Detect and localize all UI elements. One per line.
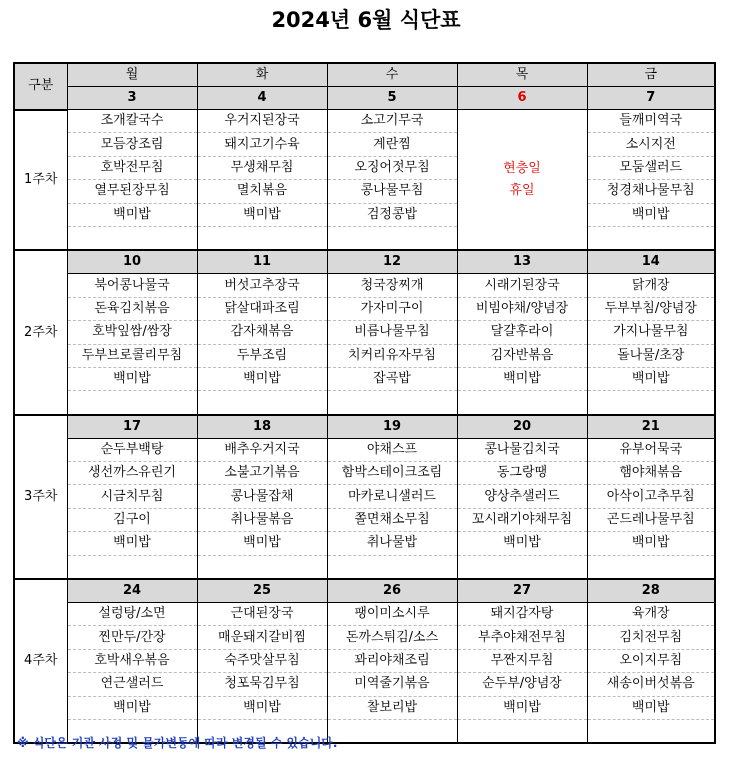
- menu-row: [14, 274, 715, 297]
- menu-item: 돈까스튀김/소스: [327, 626, 457, 649]
- menu-row: [14, 391, 715, 415]
- category-header: 구분: [14, 63, 67, 110]
- menu-item: 육개장: [587, 603, 715, 626]
- date-cell: 3: [67, 87, 197, 110]
- menu-item: 호박새우볶음: [67, 649, 197, 672]
- menu-item: [327, 555, 457, 579]
- week-label: 4주차: [14, 579, 67, 743]
- menu-item: [457, 391, 587, 415]
- menu-item: 모듬장조림: [67, 133, 197, 156]
- menu-item: 비름나물무침: [327, 321, 457, 344]
- header-row-days: [14, 63, 715, 87]
- menu-item: 찰보리밥: [327, 696, 457, 719]
- menu-item: 청경채나물무침: [587, 180, 715, 203]
- menu-item: 백미밥: [67, 203, 197, 226]
- menu-item: 무생채무침: [197, 156, 327, 179]
- menu-item: 곤드레나물무침: [587, 508, 715, 531]
- menu-row: [14, 344, 715, 367]
- menu-item: 시금치무침: [67, 485, 197, 508]
- date-row: [14, 87, 715, 110]
- day-header-2: 수: [327, 63, 457, 87]
- menu-item: 치커리유자무침: [327, 344, 457, 367]
- menu-item: 백미밥: [67, 696, 197, 719]
- menu-item: 콩나물무침: [327, 180, 457, 203]
- menu-row: [14, 110, 715, 133]
- menu-item: 닭개장: [587, 274, 715, 297]
- menu-row: [14, 673, 715, 696]
- menu-row: [14, 649, 715, 672]
- menu-item: 돌나물/초장: [587, 344, 715, 367]
- menu-item: 들깨미역국: [587, 110, 715, 133]
- menu-item: 백미밥: [587, 203, 715, 226]
- menu-row: [14, 156, 715, 179]
- menu-item: 모둠샐러드: [587, 156, 715, 179]
- menu-item: 백미밥: [457, 696, 587, 719]
- date-cell: 19: [327, 415, 457, 439]
- menu-item: [67, 555, 197, 579]
- menu-item: 김자반볶음: [457, 344, 587, 367]
- menu-item: 취나물볶음: [197, 508, 327, 531]
- menu-item: [67, 391, 197, 415]
- menu-item: 순두부/양념장: [457, 673, 587, 696]
- menu-item: 유부어묵국: [587, 438, 715, 461]
- menu-item: 백미밥: [67, 367, 197, 390]
- week-label: 1주차: [14, 110, 67, 251]
- menu-item: 생선까스유린기: [67, 462, 197, 485]
- date-cell: 25: [197, 579, 327, 603]
- menu-row: [14, 133, 715, 156]
- menu-row: [14, 603, 715, 626]
- menu-item: 소고기무국: [327, 110, 457, 133]
- menu-item: 가자미구이: [327, 297, 457, 320]
- date-cell: 24: [67, 579, 197, 603]
- holiday-text: 휴일: [509, 182, 535, 198]
- menu-item: 백미밥: [587, 367, 715, 390]
- menu-row: [14, 626, 715, 649]
- menu-item: 마카로니샐러드: [327, 485, 457, 508]
- holiday-cell: [457, 110, 587, 251]
- menu-item: 계란찜: [327, 133, 457, 156]
- menu-row: [14, 462, 715, 485]
- menu-item: 소시지전: [587, 133, 715, 156]
- menu-item: 시래기된장국: [457, 274, 587, 297]
- menu-row: [14, 203, 715, 226]
- menu-item: 순두부백탕: [67, 438, 197, 461]
- date-cell: 11: [197, 250, 327, 274]
- day-header-4: 금: [587, 63, 715, 87]
- menu-item: 햄야채볶음: [587, 462, 715, 485]
- menu-item: 매운돼지갈비찜: [197, 626, 327, 649]
- date-cell: 6: [457, 87, 587, 110]
- date-cell: 27: [457, 579, 587, 603]
- menu-item: [457, 719, 587, 743]
- menu-item: 청국장찌개: [327, 274, 457, 297]
- menu-item: [327, 719, 457, 743]
- menu-row: [14, 696, 715, 719]
- menu-item: 꼬시래기야채무침: [457, 508, 587, 531]
- menu-item: 찐만두/간장: [67, 626, 197, 649]
- menu-item: 숙주맛살무침: [197, 649, 327, 672]
- menu-item: [587, 391, 715, 415]
- menu-item: 백미밥: [457, 367, 587, 390]
- menu-item: 두부부침/양념장: [587, 297, 715, 320]
- menu-row: [14, 532, 715, 555]
- menu-item: 호박전무침: [67, 156, 197, 179]
- day-header-3: 목: [457, 63, 587, 87]
- date-cell: 4: [197, 87, 327, 110]
- menu-item: 돼지감자탕: [457, 603, 587, 626]
- menu-row: [14, 438, 715, 461]
- menu-row: [14, 321, 715, 344]
- menu-item: [197, 555, 327, 579]
- menu-row: [14, 226, 715, 250]
- menu-item: 두부조림: [197, 344, 327, 367]
- date-cell: 13: [457, 250, 587, 274]
- menu-item: 아삭이고추무침: [587, 485, 715, 508]
- menu-row: [14, 508, 715, 531]
- menu-item: 달걀후라이: [457, 321, 587, 344]
- menu-item: 우거지된장국: [197, 110, 327, 133]
- menu-item: 동그랑땡: [457, 462, 587, 485]
- menu-item: 검정콩밥: [327, 203, 457, 226]
- date-row: [14, 415, 715, 439]
- date-cell: 12: [327, 250, 457, 274]
- page-title: 2024년 6월 식단표: [271, 8, 461, 32]
- menu-item: 백미밥: [587, 532, 715, 555]
- menu-item: 돈육김치볶음: [67, 297, 197, 320]
- menu-row: [14, 297, 715, 320]
- menu-item: 함박스테이크조림: [327, 462, 457, 485]
- holiday-text: 현충일: [503, 160, 541, 176]
- menu-item: 멸치볶음: [197, 180, 327, 203]
- menu-item: 두부브로콜리무침: [67, 344, 197, 367]
- menu-row: [14, 555, 715, 579]
- menu-item: 팽이미소시루: [327, 603, 457, 626]
- day-header-0: 월: [67, 63, 197, 87]
- menu-item: 무짠지무침: [457, 649, 587, 672]
- menu-item: 김구이: [67, 508, 197, 531]
- date-cell: 17: [67, 415, 197, 439]
- menu-item: 백미밥: [197, 696, 327, 719]
- menu-item: 야채스프: [327, 438, 457, 461]
- menu-item: 근대된장국: [197, 603, 327, 626]
- menu-item: [587, 555, 715, 579]
- menu-item: 새송이버섯볶음: [587, 673, 715, 696]
- menu-item: 오징어젓무침: [327, 156, 457, 179]
- menu-item: 북어콩나물국: [67, 274, 197, 297]
- menu-item: 콩나물잡채: [197, 485, 327, 508]
- date-cell: 10: [67, 250, 197, 274]
- menu-item: 버섯고추장국: [197, 274, 327, 297]
- day-header-1: 화: [197, 63, 327, 87]
- week-label: 2주차: [14, 250, 67, 414]
- menu-item: 미역줄기볶음: [327, 673, 457, 696]
- menu-item: 백미밥: [197, 367, 327, 390]
- menu-item: [67, 226, 197, 250]
- menu-row: [14, 485, 715, 508]
- menu-item: 잡곡밥: [327, 367, 457, 390]
- menu-item: [197, 226, 327, 250]
- menu-item: 청포묵김무침: [197, 673, 327, 696]
- menu-item: 가지나물무침: [587, 321, 715, 344]
- menu-item: [587, 226, 715, 250]
- date-cell: 5: [327, 87, 457, 110]
- date-cell: 28: [587, 579, 715, 603]
- menu-item: [327, 391, 457, 415]
- menu-item: 조개칼국수: [67, 110, 197, 133]
- menu-item: 배추우거지국: [197, 438, 327, 461]
- date-cell: 20: [457, 415, 587, 439]
- menu-item: 콩나물김치국: [457, 438, 587, 461]
- menu-item: 비빔야채/양념장: [457, 297, 587, 320]
- week-label: 3주차: [14, 415, 67, 579]
- menu-item: 백미밥: [457, 532, 587, 555]
- menu-item: 오이지무침: [587, 649, 715, 672]
- menu-item: 소불고기볶음: [197, 462, 327, 485]
- menu-item: 꽈리야채조림: [327, 649, 457, 672]
- menu-item: 백미밥: [197, 532, 327, 555]
- menu-item: [587, 719, 715, 743]
- date-cell: 14: [587, 250, 715, 274]
- menu-item: 양상추샐러드: [457, 485, 587, 508]
- menu-row: [14, 367, 715, 390]
- menu-item: [327, 226, 457, 250]
- menu-item: 취나물밥: [327, 532, 457, 555]
- menu-item: 설렁탕/소면: [67, 603, 197, 626]
- menu-item: [197, 391, 327, 415]
- menu-item: [457, 555, 587, 579]
- menu-item: 쫄면채소무침: [327, 508, 457, 531]
- menu-item: 백미밥: [587, 696, 715, 719]
- menu-item: 호박잎쌈/쌈장: [67, 321, 197, 344]
- date-cell: 18: [197, 415, 327, 439]
- date-row: [14, 250, 715, 274]
- menu-item: 열무된장무침: [67, 180, 197, 203]
- meal-plan-table: [13, 62, 716, 744]
- disclaimer-note: ※ 식단은 기관 사정 및 물가변동에 따라 변경될 수 있습니다.: [17, 736, 338, 750]
- menu-item: 닭살대파조림: [197, 297, 327, 320]
- date-cell: 26: [327, 579, 457, 603]
- menu-row: [14, 180, 715, 203]
- menu-item: 부추야채전무침: [457, 626, 587, 649]
- menu-item: 김치전무침: [587, 626, 715, 649]
- date-cell: 7: [587, 87, 715, 110]
- date-cell: 21: [587, 415, 715, 439]
- date-row: [14, 579, 715, 603]
- menu-item: 백미밥: [67, 532, 197, 555]
- menu-item: 감자채볶음: [197, 321, 327, 344]
- menu-item: 돼지고기수육: [197, 133, 327, 156]
- menu-item: 연근샐러드: [67, 673, 197, 696]
- menu-item: 백미밥: [197, 203, 327, 226]
